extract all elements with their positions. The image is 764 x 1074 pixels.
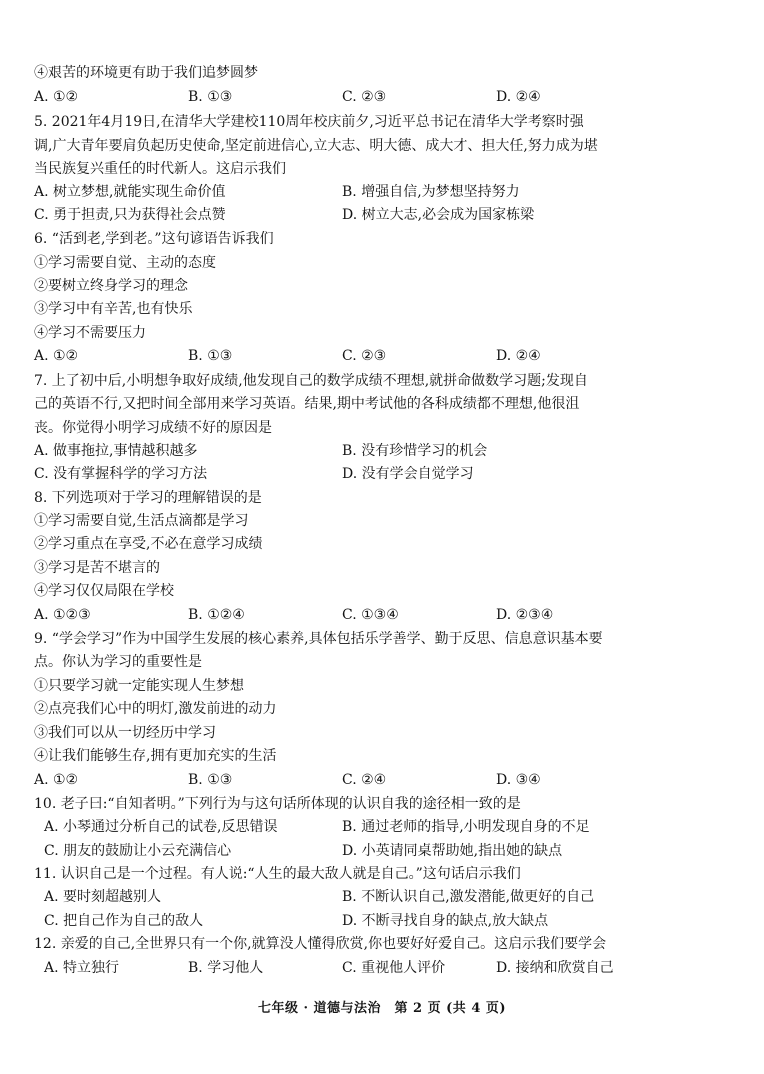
q10-option-b: B. 通过老师的指导,小明发现自身的不足 <box>342 819 590 835</box>
q7-stem-line-2: 己的英语不行,又把时间全部用来学习英语。结果,期中考试他的各科成绩都不理想,他很沮 <box>34 396 580 412</box>
q10-option-a: A. 小琴通过分析自己的试卷,反思错误 <box>44 819 278 835</box>
q11-option-b: B. 不断认识自己,激发潜能,做更好的自己 <box>342 889 595 905</box>
q12-stem: 12. 亲爱的自己,全世界只有一个你,就算没人懂得欣赏,你也要好好爱自己。这启示我们要学会 <box>34 936 607 952</box>
q9-item-2: ②点亮我们心中的明灯,激发前进的动力 <box>34 701 277 717</box>
q7-option-d: D. 没有学会自觉学习 <box>342 466 474 482</box>
q8-item-1: ①学习需要自觉,生活点滴都是学习 <box>34 513 249 529</box>
q9-option-b: B. ①③ <box>188 772 233 788</box>
q6-item-2: ②要树立终身学习的理念 <box>34 278 188 294</box>
q7-option-a: A. 做事拖拉,事情越积越多 <box>34 443 198 459</box>
q9-option-a: A. ①② <box>34 772 79 788</box>
q7-stem-line-1: 7. 上了初中后,小明想争取好成绩,他发现自己的数学成绩不理想,就拼命做数学习题;发现自 <box>34 373 588 389</box>
q9-stem-line-2: 点。你认为学习的重要性是 <box>34 654 202 670</box>
q11-option-c: C. 把自己作为自己的敌人 <box>44 913 204 929</box>
q10-option-c: C. 朋友的鼓励让小云充满信心 <box>44 843 232 859</box>
q8-item-3: ③学习是苦不堪言的 <box>34 560 160 576</box>
q5-stem-line-2: 调,广大青年要肩负起历史使命,坚定前进信心,立大志、明大德、成大才、担大任,努力成为堪 <box>34 138 598 154</box>
q4-option-a: A. ①② <box>34 89 79 105</box>
q5-option-a: A. 树立梦想,就能实现生命价值 <box>34 184 226 200</box>
q6-option-a: A. ①② <box>34 348 79 364</box>
q6-item-3: ③学习中有辛苦,也有快乐 <box>34 301 193 317</box>
q6-item-4: ④学习不需要压力 <box>34 325 146 341</box>
q8-option-c: C. ①③④ <box>342 607 399 623</box>
q8-option-d: D. ②③④ <box>496 607 554 623</box>
q4-option-c: C. ②③ <box>342 89 387 105</box>
q9-item-4: ④让我们能够生存,拥有更加充实的生活 <box>34 748 277 764</box>
q6-option-d: D. ②④ <box>496 348 541 364</box>
q6-stem: 6. “活到老,学到老。”这句谚语告诉我们 <box>34 231 274 247</box>
q11-option-d: D. 不断寻找自身的缺点,放大缺点 <box>342 913 549 929</box>
q4-option-d: D. ②④ <box>496 89 541 105</box>
q8-option-b: B. ①②④ <box>188 607 245 623</box>
q5-option-b: B. 增强自信,为梦想坚持努力 <box>342 184 520 200</box>
q5-stem-line-1: 5. 2021年4月19日,在清华大学建校110周年校庆前夕,习近平总书记在清华大学考察时强 <box>34 114 584 130</box>
q9-option-c: C. ②④ <box>342 772 387 788</box>
q9-stem-line-1: 9. “学会学习”作为中国学生发展的核心素养,具体包括乐学善学、勤于反思、信息意识基本要 <box>34 631 603 647</box>
q12-option-d: D. 接纳和欣赏自己 <box>496 960 614 976</box>
q6-option-b: B. ①③ <box>188 348 233 364</box>
q4-option-b: B. ①③ <box>188 89 233 105</box>
q12-option-c: C. 重视他人评价 <box>342 960 446 976</box>
q7-option-c: C. 没有掌握科学的学习方法 <box>34 466 208 482</box>
q5-option-d: D. 树立大志,必会成为国家栋梁 <box>342 207 535 223</box>
q8-stem: 8. 下列选项对于学习的理解错误的是 <box>34 490 262 506</box>
q10-stem: 10. 老子曰:“自知者明。”下列行为与这句话所体现的认识自我的途径相一致的是 <box>34 796 521 812</box>
q9-option-d: D. ③④ <box>496 772 541 788</box>
q12-option-a: A. 特立独行 <box>44 960 120 976</box>
q11-stem: 11. 认识自己是一个过程。有人说:“人生的最大敌人就是自己。”这句话启示我们 <box>34 866 521 882</box>
q5-option-c: C. 勇于担责,只为获得社会点赞 <box>34 207 226 223</box>
q9-item-3: ③我们可以从一切经历中学习 <box>34 725 216 741</box>
q11-option-a: A. 要时刻超越别人 <box>44 889 162 905</box>
q7-stem-line-3: 丧。你觉得小明学习成绩不好的原因是 <box>34 420 272 436</box>
q8-item-4: ④学习仅仅局限在学校 <box>34 583 174 599</box>
page-footer: 七年级 · 道德与法治 第 2 页 (共 4 页) <box>257 1001 507 1016</box>
q6-option-c: C. ②③ <box>342 348 387 364</box>
q5-stem-line-3: 当民族复兴重任的时代新人。这启示我们 <box>34 161 286 177</box>
q6-item-1: ①学习需要自觉、主动的态度 <box>34 255 216 271</box>
q8-item-2: ②学习重点在享受,不必在意学习成绩 <box>34 536 263 552</box>
q10-option-d: D. 小英请同桌帮助她,指出她的缺点 <box>342 843 563 859</box>
q8-option-a: A. ①②③ <box>34 607 91 623</box>
q12-option-b: B. 学习他人 <box>188 960 264 976</box>
q9-item-1: ①只要学习就一定能实现人生梦想 <box>34 678 244 694</box>
q7-option-b: B. 没有珍惜学习的机会 <box>342 443 488 459</box>
q4-item-4: ④艰苦的环境更有助于我们追梦圆梦 <box>34 65 258 81</box>
